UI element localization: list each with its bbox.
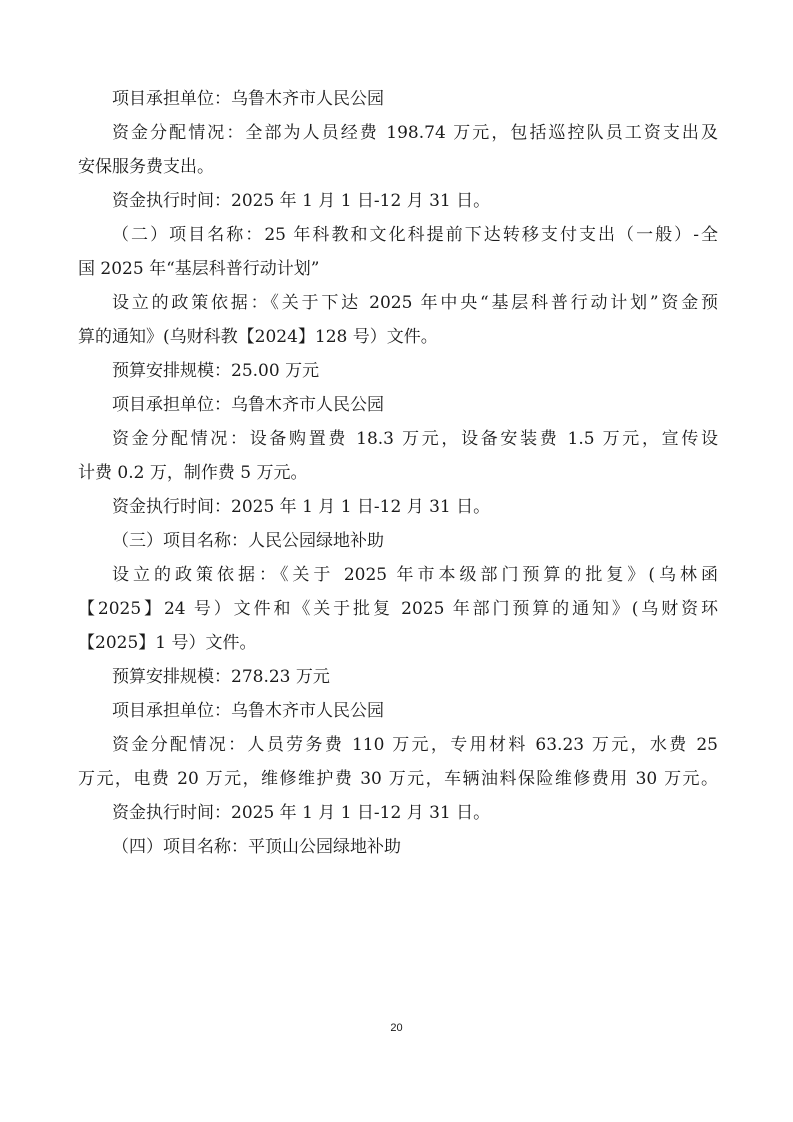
text-line: 资金执行时间：2025 年 1 月 1 日-12 月 31 日。 [112, 497, 491, 517]
page-number: 20 [390, 1022, 403, 1034]
text-line: 资金分配情况：全部为人员经费 198.74 万元，包括巡控队员工资支出及 [112, 123, 718, 143]
text-line: 安保服务费支出。 [78, 157, 214, 177]
text-line: 资金分配情况：人员劳务费 110 万元，专用材料 63.23 万元，水费 25 [112, 735, 718, 755]
text-line: 计费 0.2 万，制作费 5 万元。 [78, 463, 308, 483]
text-line: 算的通知》(乌财科教【2024】128 号）文件。 [78, 327, 438, 347]
text-line: （三）项目名称：人民公园绿地补助 [112, 531, 384, 551]
text-line: （四）项目名称：平顶山公园绿地补助 [112, 837, 401, 857]
text-line: 国 2025 年“基层科普行动计划” [78, 259, 320, 279]
text-line: （二）项目名称：25 年科教和文化科提前下达转移支付支出（一般）-全 [112, 225, 718, 245]
text-line: 项目承担单位：乌鲁木齐市人民公园 [112, 89, 384, 109]
text-line: 项目承担单位：乌鲁木齐市人民公园 [112, 395, 384, 415]
document-body [78, 82, 718, 864]
text-line: 预算安排规模：25.00 万元 [112, 361, 320, 381]
text-line: 资金执行时间：2025 年 1 月 1 日-12 月 31 日。 [112, 191, 491, 211]
text-line: 资金分配情况：设备购置费 18.3 万元，设备安装费 1.5 万元，宣传设 [112, 429, 718, 449]
text-line: 项目承担单位：乌鲁木齐市人民公园 [112, 701, 384, 721]
text-line: 预算安排规模：278.23 万元 [112, 667, 330, 687]
text-line: 【2025】1 号）文件。 [78, 633, 257, 653]
text-line: 【2025】24 号）文件和《关于批复 2025 年部门预算的通知》(乌财资环 [78, 599, 718, 619]
text-line: 万元，电费 20 万元，维修维护费 30 万元，车辆油料保险维修费用 30 万元。 [78, 769, 718, 789]
text-line: 设立的政策依据：《关于 2025 年市本级部门预算的批复》(乌林函 [112, 565, 718, 585]
text-line: 设立的政策依据：《关于下达 2025 年中央“基层科普行动计划”资金预 [112, 293, 718, 313]
text-line: 资金执行时间：2025 年 1 月 1 日-12 月 31 日。 [112, 803, 491, 823]
